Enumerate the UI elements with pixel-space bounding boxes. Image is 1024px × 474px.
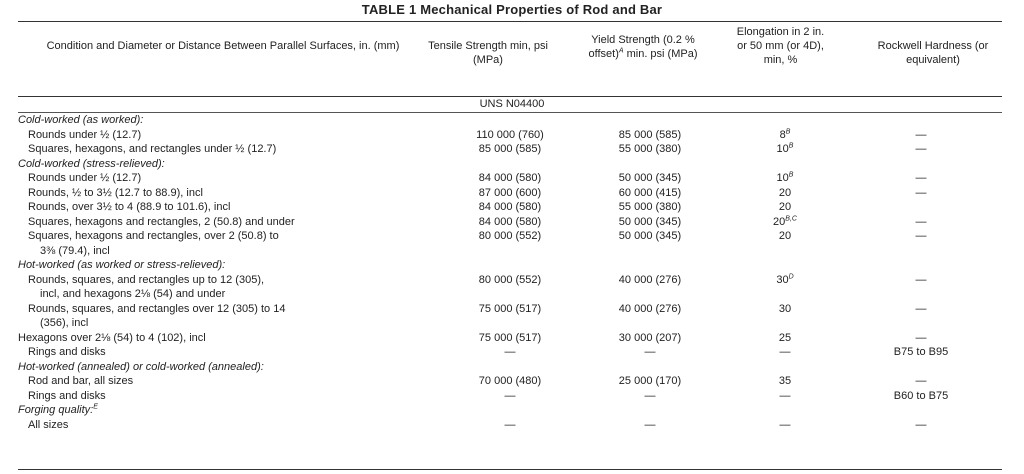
tensile-cell: 84 000 (580): [478, 172, 542, 184]
empty-cell: [450, 316, 570, 331]
tensile-cell: 84 000 (580): [478, 201, 542, 213]
header-tensile: Tensile Strength min, psi (MPa): [428, 40, 548, 66]
elongation-value: —: [779, 346, 791, 358]
table-row: [18, 316, 1002, 331]
header-yield: [573, 33, 713, 61]
section-row: [18, 360, 1002, 375]
row-label: Rings and disks: [28, 346, 106, 358]
table-row: [18, 331, 1002, 346]
header-rule: [18, 96, 1002, 97]
row-label-continued: incl, and hexagons 2⅛ (54) and under: [40, 288, 226, 300]
row-label-continued: (356), incl: [40, 317, 89, 329]
elongation-cell: [730, 418, 840, 433]
tensile-cell: —: [504, 418, 516, 431]
empty-cell: [570, 316, 730, 331]
rockwell-cell: —: [915, 273, 927, 286]
elongation-cell: [730, 374, 840, 389]
rockwell-cell: —: [915, 186, 927, 199]
table-row: [18, 244, 1002, 259]
elongation-value: 8: [779, 128, 786, 141]
yield-cell: 30 000 (207): [618, 331, 682, 344]
table-row: [18, 418, 1002, 433]
elongation-cell: [730, 389, 840, 404]
section-label: Hot-worked (annealed) or cold-worked (annealed):: [18, 360, 264, 373]
empty-cell: [730, 244, 840, 259]
rockwell-cell: —: [915, 143, 927, 155]
empty-cell: [450, 244, 570, 259]
rockwell-cell: —: [915, 331, 927, 344]
tensile-cell: 80 000 (552): [478, 273, 542, 286]
yield-cell: —: [644, 389, 656, 402]
table-header: [18, 25, 1002, 95]
header-yield-tail: min. psi (MPa): [626, 48, 698, 60]
tensile-cell: 85 000 (585): [478, 143, 542, 155]
table-row: [18, 200, 1002, 215]
empty-cell: [840, 316, 1002, 331]
table-row: [18, 345, 1002, 360]
footnote-marker: B: [785, 127, 791, 135]
elongation-value: —: [779, 389, 791, 402]
row-label: Rings and disks: [28, 389, 106, 402]
row-label: Rounds under ½ (12.7): [28, 128, 142, 141]
uns-designation: UNS N04400: [479, 98, 545, 110]
elongation-cell: [730, 200, 840, 215]
elongation-value: 30: [776, 273, 789, 286]
empty-cell: [450, 287, 570, 302]
yield-cell: 55 000 (380): [618, 201, 682, 213]
yield-cell: —: [644, 346, 656, 358]
header-condition: Condition and Diameter or Distance Between Parallel Surfaces, in. (mm): [46, 40, 400, 52]
section-label-text: Forging quality:: [18, 404, 94, 416]
tensile-cell: 84 000 (580): [478, 215, 542, 228]
rockwell-cell: —: [915, 230, 927, 242]
header-yield-footnote: A: [618, 47, 624, 55]
footnote-marker: B,C: [785, 214, 797, 222]
tensile-cell: 70 000 (480): [478, 375, 542, 387]
elongation-value: 10: [776, 143, 789, 155]
elongation-value: 10: [776, 172, 789, 184]
rockwell-cell: —: [915, 418, 927, 431]
yield-cell: 25 000 (170): [618, 375, 682, 387]
footnote-marker: B: [788, 142, 794, 150]
yield-cell: 40 000 (276): [618, 302, 682, 315]
tensile-cell: 110 000 (760): [476, 128, 544, 141]
yield-cell: 40 000 (276): [618, 273, 682, 286]
rockwell-cell: —: [915, 302, 927, 315]
footnote-marker: D: [788, 272, 794, 280]
yield-cell: —: [644, 418, 656, 431]
row-label: Rounds, over 3½ to 4 (88.9 to 101.6), incl: [28, 201, 231, 213]
row-label-continued: 3⅜ (79.4), incl: [40, 244, 110, 257]
header-yield-text: Yield Strength (0.2 % offset): [588, 34, 695, 60]
row-label: Squares, hexagons, and rectangles under ½ (12.7): [28, 143, 277, 155]
empty-cell: [570, 287, 730, 302]
section-row: [18, 258, 1002, 273]
top-rule: [18, 21, 1002, 22]
row-label: Rounds, squares, and rectangles up to 12 (305),: [28, 273, 265, 286]
elongation-cell: [730, 331, 840, 346]
row-label: Rounds, ½ to 3½ (12.7 to 88.9), incl: [28, 186, 203, 199]
table-row: [18, 273, 1002, 288]
header-rockwell: Rockwell Hardness (or equivalent): [877, 40, 989, 66]
footnote-marker: B: [788, 171, 794, 179]
rockwell-cell: —: [915, 215, 927, 228]
elongation-cell: [730, 171, 840, 186]
rockwell-cell: —: [915, 172, 927, 184]
section-label: [18, 403, 1002, 418]
header-elongation: Elongation in 2 in. or 50 mm (or 4D), min, %: [736, 26, 825, 66]
section-row: [18, 113, 1002, 128]
table-row: [18, 142, 1002, 157]
tensile-cell: 75 000 (517): [478, 302, 542, 315]
empty-cell: [570, 244, 730, 259]
elongation-value: 20: [778, 186, 792, 199]
rockwell-cell: —: [915, 128, 927, 141]
yield-cell: 50 000 (345): [618, 215, 682, 228]
section-label: Cold-worked (as worked):: [18, 114, 144, 126]
table-row: [18, 302, 1002, 317]
tensile-cell: —: [504, 389, 516, 402]
elongation-cell: [730, 229, 840, 244]
empty-cell: [730, 316, 840, 331]
rockwell-cell: —: [915, 375, 927, 387]
table-row: [18, 128, 1002, 143]
yield-cell: 50 000 (345): [618, 230, 682, 242]
section-row: [18, 403, 1002, 418]
yield-cell: 85 000 (585): [618, 128, 682, 141]
row-label: Hexagons over 2⅛ (54) to 4 (102), incl: [18, 331, 206, 344]
elongation-value: 20: [773, 215, 786, 228]
elongation-value: 20: [778, 201, 792, 213]
elongation-value: 25: [778, 331, 792, 344]
tensile-cell: 80 000 (552): [478, 230, 542, 242]
table-row: [18, 215, 1002, 230]
elongation-cell: [730, 128, 840, 143]
row-label: Rod and bar, all sizes: [28, 375, 134, 387]
yield-cell: 55 000 (380): [618, 143, 682, 155]
yield-cell: 60 000 (415): [618, 186, 682, 199]
row-label: Squares, hexagons and rectangles, over 2 (50.8) to: [28, 230, 279, 242]
elongation-cell: [730, 302, 840, 317]
rockwell-cell: B75 to B95: [893, 346, 949, 358]
table-row: [18, 287, 1002, 302]
empty-cell: [840, 287, 1002, 302]
empty-cell: [730, 287, 840, 302]
tensile-cell: —: [504, 346, 516, 358]
elongation-value: 20: [778, 230, 792, 242]
rockwell-cell: B60 to B75: [893, 389, 949, 402]
elongation-cell: [730, 273, 840, 288]
elongation-cell: [730, 215, 840, 230]
table-row: [18, 171, 1002, 186]
elongation-cell: [730, 186, 840, 201]
bottom-rule: [18, 469, 1002, 470]
tensile-cell: 75 000 (517): [478, 331, 542, 344]
table-title: TABLE 1 Mechanical Properties of Rod and Bar: [361, 2, 663, 17]
table-row: [18, 186, 1002, 201]
elongation-value: 35: [778, 375, 792, 387]
row-label: Rounds, squares, and rectangles over 12 (305) to 14: [28, 302, 286, 315]
properties-table: [18, 113, 1002, 432]
yield-cell: 50 000 (345): [618, 172, 682, 184]
row-label: Rounds under ½ (12.7): [28, 172, 142, 184]
tensile-cell: 87 000 (600): [478, 186, 542, 199]
rockwell-cell: [840, 200, 1002, 215]
elongation-value: —: [779, 418, 791, 431]
footnote-marker: E: [93, 403, 98, 411]
table-row: [18, 229, 1002, 244]
elongation-cell: [730, 345, 840, 360]
elongation-cell: [730, 142, 840, 157]
table-row: [18, 374, 1002, 389]
empty-cell: [840, 244, 1002, 259]
section-row: [18, 157, 1002, 172]
elongation-value: 30: [778, 302, 792, 315]
row-label: All sizes: [28, 418, 69, 431]
row-label: Squares, hexagons and rectangles, 2 (50.8) and under: [28, 215, 295, 228]
section-label: Hot-worked (as worked or stress-relieved):: [18, 259, 226, 271]
section-label: Cold-worked (stress-relieved):: [18, 157, 165, 170]
table-row: [18, 389, 1002, 404]
